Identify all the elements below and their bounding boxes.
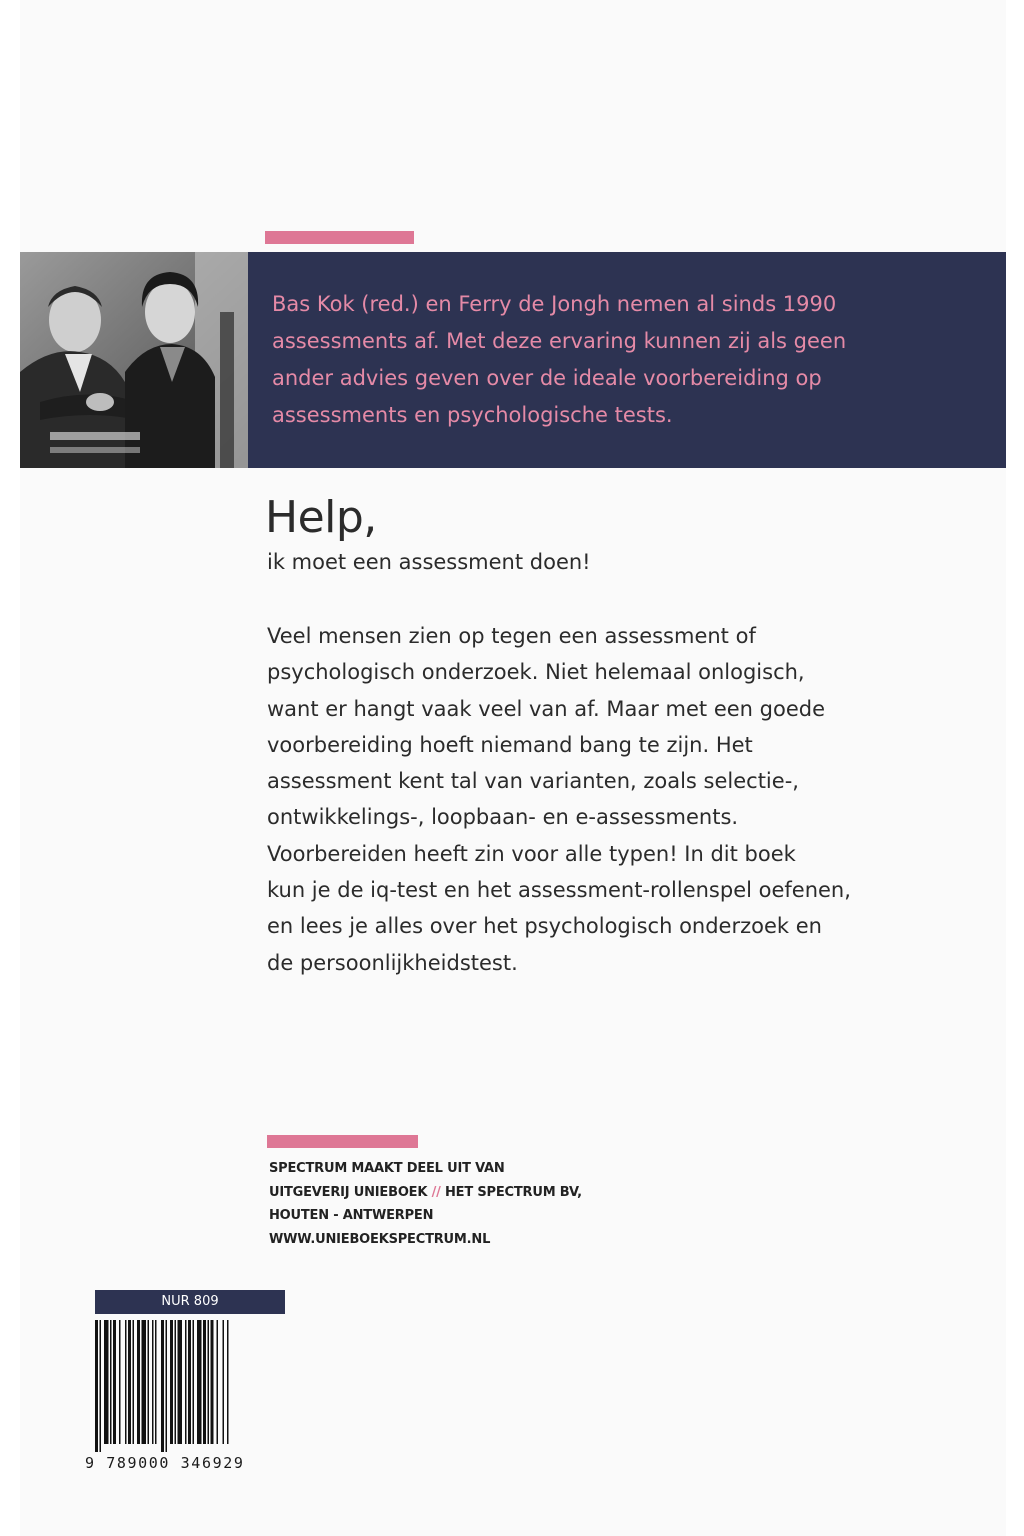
barcode-bar <box>152 1320 154 1444</box>
blurb-line: Voorbereiden heeft zin voor alle typen! In dit boek <box>267 841 796 866</box>
publisher-info <box>269 1157 582 1251</box>
barcode-bar <box>104 1320 109 1444</box>
barcode-bar <box>217 1320 219 1444</box>
author-bio-line: ander advies geven over de ideale voorbereiding op <box>272 366 822 390</box>
blurb-line: want er hangt vaak veel van af. Maar met een goede <box>267 696 825 721</box>
subheadline: ik moet een assessment doen! <box>267 550 591 574</box>
blurb-line: assessment kent tal van varianten, zoals selectie-, <box>267 769 799 794</box>
barcode-bar <box>208 1320 210 1444</box>
blurb-line: kun je de iq-test en het assessment-rollenspel oefenen, <box>267 878 851 903</box>
bottom-accent-bar <box>267 1135 418 1148</box>
barcode-bar <box>133 1320 135 1444</box>
author-photo <box>20 252 248 468</box>
top-accent-bar <box>265 231 414 244</box>
blurb-line: de persoonlijkheidstest. <box>267 950 518 975</box>
barcode-bar <box>211 1320 214 1444</box>
barcode-bar <box>223 1320 225 1444</box>
publisher-separator: // <box>431 1184 441 1200</box>
barcode <box>95 1320 285 1452</box>
barcode-bar <box>197 1320 202 1444</box>
blurb-line: psychologisch onderzoek. Niet helemaal onlogisch, <box>267 660 805 685</box>
barcode-bar <box>95 1320 98 1452</box>
barcode-bar <box>185 1320 187 1444</box>
barcode-bar <box>193 1320 195 1444</box>
author-band <box>20 252 1006 468</box>
barcode-bar <box>188 1320 191 1444</box>
barcode-bar <box>137 1320 140 1444</box>
nur-code-label: NUR 809 <box>95 1290 285 1314</box>
barcode-bar <box>170 1320 173 1444</box>
barcode-bar <box>113 1320 116 1444</box>
author-bio <box>272 286 912 434</box>
barcode-bar <box>125 1320 127 1444</box>
barcode-bar <box>155 1320 157 1444</box>
publisher-imprint: HET SPECTRUM BV, <box>445 1184 582 1200</box>
blurb-line: Veel mensen zien op tegen een assessment of <box>267 624 756 648</box>
publisher-line: SPECTRUM MAAKT DEEL UIT VAN <box>269 1161 505 1176</box>
barcode-bar <box>142 1320 147 1444</box>
blurb-text <box>267 618 917 981</box>
barcode-bar <box>161 1320 164 1452</box>
headline: Help, <box>265 492 377 543</box>
barcode-bar <box>178 1320 183 1444</box>
barcode-bar <box>128 1320 131 1444</box>
blurb-line: en lees je alles over het psychologisch onderzoek en <box>267 914 822 939</box>
barcode-bar <box>203 1320 206 1444</box>
publisher-website: WWW.UNIEBOEKSPECTRUM.NL <box>269 1231 491 1247</box>
barcode-bar <box>100 1320 102 1452</box>
author-bio-line: Bas Kok (red.) en Ferry de Jongh nemen al sinds 1990 <box>272 292 837 316</box>
author-bio-line: assessments af. Met deze ervaring kunnen zij als geen <box>272 329 847 353</box>
blurb-line: ontwikkelings-, loopbaan- en e-assessments. <box>267 805 739 830</box>
barcode-bar <box>227 1320 229 1444</box>
barcode-bar <box>110 1320 112 1444</box>
barcode-bar <box>119 1320 121 1444</box>
author-bio-line: assessments en psychologische tests. <box>272 403 673 427</box>
barcode-bar <box>148 1320 150 1444</box>
isbn-number: 9 789000 346929 <box>85 1454 245 1472</box>
barcode-bar <box>175 1320 177 1444</box>
publisher-location: HOUTEN - ANTWERPEN <box>269 1208 434 1223</box>
publisher-name: UITGEVERIJ UNIEBOEK <box>269 1184 428 1200</box>
barcode-bar <box>166 1320 168 1452</box>
blurb-line: voorbereiding hoeft niemand bang te zijn. Het <box>267 732 753 757</box>
